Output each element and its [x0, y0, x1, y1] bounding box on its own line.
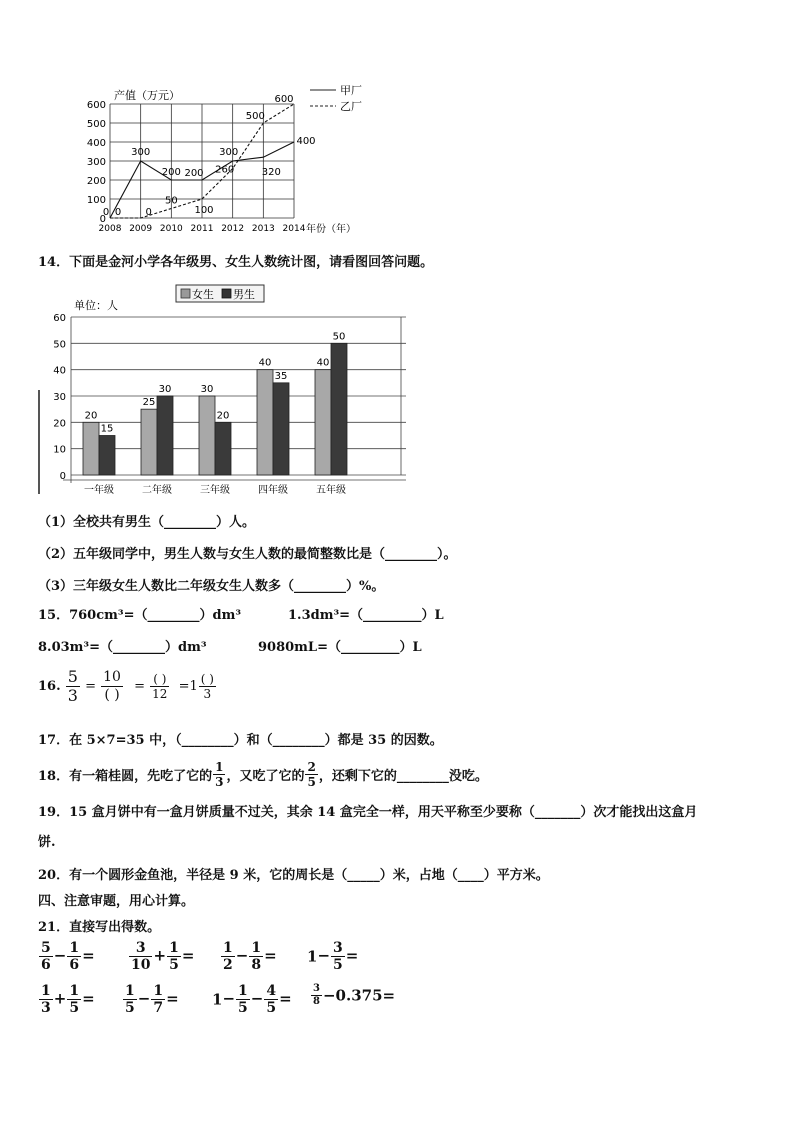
bar-value-label: 35 [274, 370, 288, 382]
calc-5: $\frac{1}{3}$ + $\frac{1}{5}$ = [41, 983, 95, 1016]
q16-frac-4: $\frac{( )}{3}$ [200, 672, 214, 701]
category-label: 一年级 [84, 485, 114, 496]
question-18: 18．有一箱桂圆，先吃了它的 $\frac{1}{3}$ ，又吃了它的 $\frac{2}{5}$ ，还剩下它的________没吃。 [38, 760, 488, 789]
calc-3: $\frac{1}{2}$ − $\frac{1}{8}$ = [223, 940, 277, 973]
bar-boys [99, 436, 115, 476]
data-label: 200 [184, 168, 204, 179]
y-tick-label: 0 [99, 214, 106, 225]
bar-value-label: 25 [142, 397, 156, 409]
data-label: 0 [145, 207, 152, 218]
line-chart [80, 82, 380, 240]
bar-boys [273, 383, 289, 475]
data-label: 400 [296, 136, 316, 147]
calc-1: $\frac{5}{6}$ − $\frac{1}{6}$ = [41, 940, 95, 973]
q16-frac-1: $\frac{5}{3}$ [67, 667, 78, 705]
y-tick-label: 20 [53, 418, 66, 430]
category-label: 四年级 [258, 485, 288, 496]
bar-value-label: 20 [84, 410, 98, 422]
category-label: 五年级 [316, 485, 346, 496]
y-tick-label: 100 [86, 195, 106, 206]
bar-chart-categories [84, 483, 346, 496]
question-19-line-2: 饼. [38, 835, 56, 850]
bar-girls [83, 422, 99, 475]
x-tick-label: 2012 [221, 224, 245, 234]
y-tick-label: 0 [59, 471, 66, 482]
calc-6: $\frac{1}{5}$ − $\frac{1}{7}$ = [125, 983, 179, 1016]
bar-value-label: 40 [316, 357, 330, 369]
q16-frac-3: $\frac{( )}{12}$ [152, 672, 168, 701]
bar-girls [315, 370, 331, 475]
x-tick-label: 2009 [129, 224, 153, 234]
bar-value-label: 30 [158, 384, 172, 395]
legend-boys: 男生 [233, 288, 255, 301]
line-chart-ylabel: 产值（万元） [114, 89, 180, 102]
x-tick-label: 2010 [159, 224, 183, 234]
x-tick-label: 2011 [190, 224, 214, 234]
legend-jia: 甲厂 [340, 84, 362, 97]
data-label: 200 [161, 167, 181, 178]
bar-chart-ticks [53, 313, 66, 482]
calc-2: $\frac{3}{10}$ + $\frac{1}{5}$ = [131, 940, 195, 973]
bar-boys [215, 422, 231, 475]
question-15-b: 1.3dm³=（_________）L [288, 608, 444, 623]
y-tick-label: 40 [53, 365, 66, 377]
bar-girls [199, 396, 215, 475]
bar-chart-legend [176, 285, 264, 302]
bar-value-label: 15 [100, 423, 114, 435]
question-14-1: （1）全校共有男生（________）人。 [38, 515, 256, 530]
question-16: 16. $\frac{5}{3}$ = $\frac{10}{( )}$ = $\frac{( )}{12}$ =1 $\frac{( )}{3}$ [38, 667, 214, 705]
bar-chart-bars [83, 343, 347, 475]
x-tick-label: 2013 [251, 224, 275, 234]
y-tick-label: 60 [53, 313, 66, 324]
x-tick-label: 2014 [282, 224, 306, 234]
section-4-heading: 四、注意审题，用心计算。 [38, 894, 195, 909]
y-tick-label: 600 [86, 100, 106, 111]
bar-value-label: 40 [258, 357, 272, 369]
question-14-3: （3）三年级女生人数比二年级女生人数多（________）%。 [38, 579, 385, 594]
data-label: 300 [131, 147, 151, 158]
bar-value-label: 50 [332, 331, 346, 343]
question-15-c: 8.03m³=（________）dm³ [38, 640, 207, 655]
y-tick-label: 500 [86, 119, 106, 130]
line-chart-xlabel: 年份（年） [306, 224, 356, 235]
category-label: 二年级 [142, 485, 172, 496]
question-17: 17．在 5×7=35 中，（________）和（________）都是 35 的因数。 [38, 733, 443, 748]
y-tick-label: 30 [53, 392, 66, 403]
q16-frac-2: $\frac{10}{( )}$ [103, 669, 121, 703]
data-label: 50 [164, 195, 178, 207]
data-label: 100 [194, 205, 214, 216]
legend-yi: 乙厂 [340, 100, 362, 113]
data-label: 500 [245, 111, 265, 122]
question-15-a: 15．760cm³=（________）dm³ [38, 608, 242, 623]
data-label: 300 [219, 147, 239, 158]
data-label: 320 [261, 167, 281, 179]
y-tick-label: 300 [86, 157, 106, 168]
calc-4: 1− $\frac{3}{5}$ = [307, 940, 359, 973]
data-label: 0 [102, 207, 110, 218]
question-15-d: 9080mL=（_________）L [258, 640, 422, 655]
category-label: 三年级 [200, 485, 230, 496]
bar-value-label: 30 [200, 384, 214, 395]
q18-frac-2: $\frac{2}{5}$ [307, 760, 316, 789]
question-21-title: 21．直接写出得数。 [38, 920, 161, 935]
bar-chart-ylabel: 单位：人 [74, 299, 118, 312]
question-14-2: （2）五年级同学中，男生人数与女生人数的最简整数比是（________）。 [38, 547, 457, 562]
question-16-number: 16. [38, 679, 61, 694]
bar-boys [157, 396, 173, 475]
legend-girls: 女生 [192, 288, 214, 301]
bar-value-label: 20 [216, 410, 230, 422]
bar-girls [257, 370, 273, 475]
y-tick-label: 50 [53, 339, 66, 351]
y-tick-label: 400 [86, 138, 106, 149]
data-label: 600 [274, 94, 294, 105]
question-14-title: 14．下面是金河小学各年级男、女生人数统计图，请看图回答问题。 [38, 255, 434, 270]
bar-girls [141, 409, 157, 475]
data-label: 260 [215, 164, 235, 176]
x-tick-label: 2008 [98, 224, 122, 234]
bar-chart [36, 282, 416, 498]
y-tick-label: 10 [53, 444, 66, 456]
data-label: 0 [114, 207, 122, 218]
q18-frac-1: $\frac{1}{3}$ [215, 760, 224, 789]
line-chart-legend [310, 84, 362, 113]
bar-boys [331, 343, 347, 475]
question-20: 20．有一个圆形金鱼池，半径是 9 米，它的周长是（_____）米，占地（____）平方米。 [38, 868, 549, 883]
calc-8: $\frac{3}{8}$ −0.375= [313, 983, 396, 1007]
question-19-line-1: 19．15 盒月饼中有一盒月饼质量不过关，其余 14 盒完全一样，用天平称至少要称（_______）次才能找出这盒月 [38, 805, 698, 820]
y-tick-label: 200 [86, 176, 106, 187]
calc-7: 1− $\frac{1}{5}$ − $\frac{4}{5}$ = [212, 983, 292, 1016]
